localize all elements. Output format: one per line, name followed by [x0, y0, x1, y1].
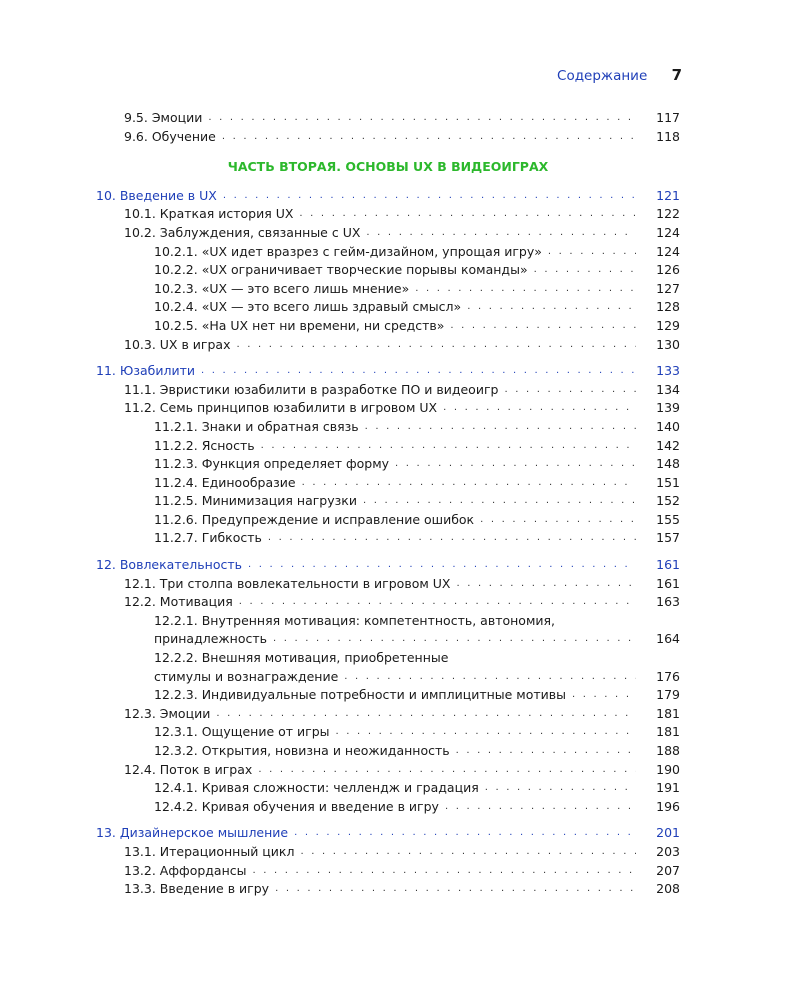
toc-entry[interactable]: 10.2.3. «UX — это всего лишь мнение» . . . 127	[96, 280, 680, 299]
toc-entry[interactable]: 13.2. Аффордансы . . . 207	[96, 862, 680, 881]
toc-entry[interactable]: 11.2.6. Предупреждение и исправление ошибок . . . 155	[96, 511, 680, 530]
toc-entry[interactable]: 12.3.2. Открытия, новизна и неожиданность . . . 188	[96, 742, 680, 761]
toc-entry[interactable]: 10.2.2. «UX ограничивает творческие порывы команды» . . . 126	[96, 261, 680, 280]
toc-entry[interactable]: 11.2.7. Гибкость . . . 157	[96, 529, 680, 548]
toc-entry[interactable]: 10.2. Заблуждения, связанные с UX . . . 124	[96, 224, 680, 243]
section-title: Содержание	[557, 68, 648, 84]
running-head	[557, 66, 682, 84]
toc-chapter[interactable]: 10. Введение в UX . . . 121	[96, 187, 680, 206]
toc-entry[interactable]: 10.1. Краткая история UX . . . 122	[96, 205, 680, 224]
toc-entry[interactable]: 12.2.3. Индивидуальные потребности и имплицитные мотивы . . . 179	[96, 686, 680, 705]
toc-entry[interactable]: 11.2.4. Единообразие . . . 151	[96, 474, 680, 493]
toc-entry[interactable]: 12.1. Три столпа вовлекательности в игровом UX . . . 161	[96, 575, 680, 594]
toc-entry[interactable]: 11.2.5. Минимизация нагрузки . . . 152	[96, 492, 680, 511]
toc-entry-line1[interactable]: 12.2.2. Внешняя мотивация, приобретенные	[154, 650, 449, 666]
toc-chapter[interactable]: 11. Юзабилити . . . 133	[96, 362, 680, 381]
toc-entry[interactable]: принадлежность . . . 164	[96, 630, 680, 649]
toc-entry[interactable]: стимулы и вознаграждение . . . 176	[96, 668, 680, 687]
toc-entry[interactable]: 12.2. Мотивация . . . 163	[96, 593, 680, 612]
toc-entry[interactable]: 10.2.1. «UX идет вразрез с гейм-дизайном, упрощая игру» . . . 124	[96, 243, 680, 262]
toc-entry[interactable]: 13.3. Введение в игру . . . 208	[96, 880, 680, 899]
toc-entry-line1[interactable]: 12.2.1. Внутренняя мотивация: компетентность, автономия,	[154, 612, 555, 628]
toc-entry[interactable]: 12.3. Эмоции . . . 181	[96, 705, 680, 724]
toc-entry[interactable]: 13.1. Итерационный цикл . . . 203	[96, 843, 680, 862]
toc-entry[interactable]: 12.3.1. Ощущение от игры . . . 181	[96, 723, 680, 742]
toc-entry[interactable]: 9.5. Эмоции . . . 117	[96, 109, 680, 128]
toc-entry[interactable]: 12.4.1. Кривая сложности: челлендж и градация . . . 191	[96, 779, 680, 798]
toc-entry[interactable]: 11.2.1. Знаки и обратная связь . . . 140	[96, 418, 680, 437]
toc-entry[interactable]: 11.1. Эвристики юзабилити в разработке ПО и видеоигр . . . 134	[96, 381, 680, 400]
part-title: ЧАСТЬ ВТОРАЯ. ОСНОВЫ UX В ВИДЕОИГРАХ	[227, 159, 549, 175]
page-number: 7	[671, 66, 682, 84]
toc-entry[interactable]: 10.3. UX в играх . . . 130	[96, 336, 680, 355]
toc-entry[interactable]: 9.6. Обучение . . . 118	[96, 128, 680, 147]
toc-chapter[interactable]: 12. Вовлекательность . . . 161	[96, 556, 680, 575]
toc-entry[interactable]: 11.2. Семь принципов юзабилити в игровом UX . . . 139	[96, 399, 680, 418]
table-of-contents	[96, 109, 680, 899]
toc-entry[interactable]: 10.2.4. «UX — это всего лишь здравый смысл» . . . 128	[96, 298, 680, 317]
toc-entry[interactable]: 11.2.2. Ясность . . . 142	[96, 437, 680, 456]
toc-entry[interactable]: 11.2.3. Функция определяет форму . . . 148	[96, 455, 680, 474]
toc-entry[interactable]: 12.4. Поток в играх . . . 190	[96, 761, 680, 780]
toc-chapter[interactable]: 13. Дизайнерское мышление . . . 201	[96, 824, 680, 843]
toc-entry[interactable]: 12.4.2. Кривая обучения и введение в игру . . . 196	[96, 798, 680, 817]
toc-entry[interactable]: 10.2.5. «На UX нет ни времени, ни средств» . . . 129	[96, 317, 680, 336]
